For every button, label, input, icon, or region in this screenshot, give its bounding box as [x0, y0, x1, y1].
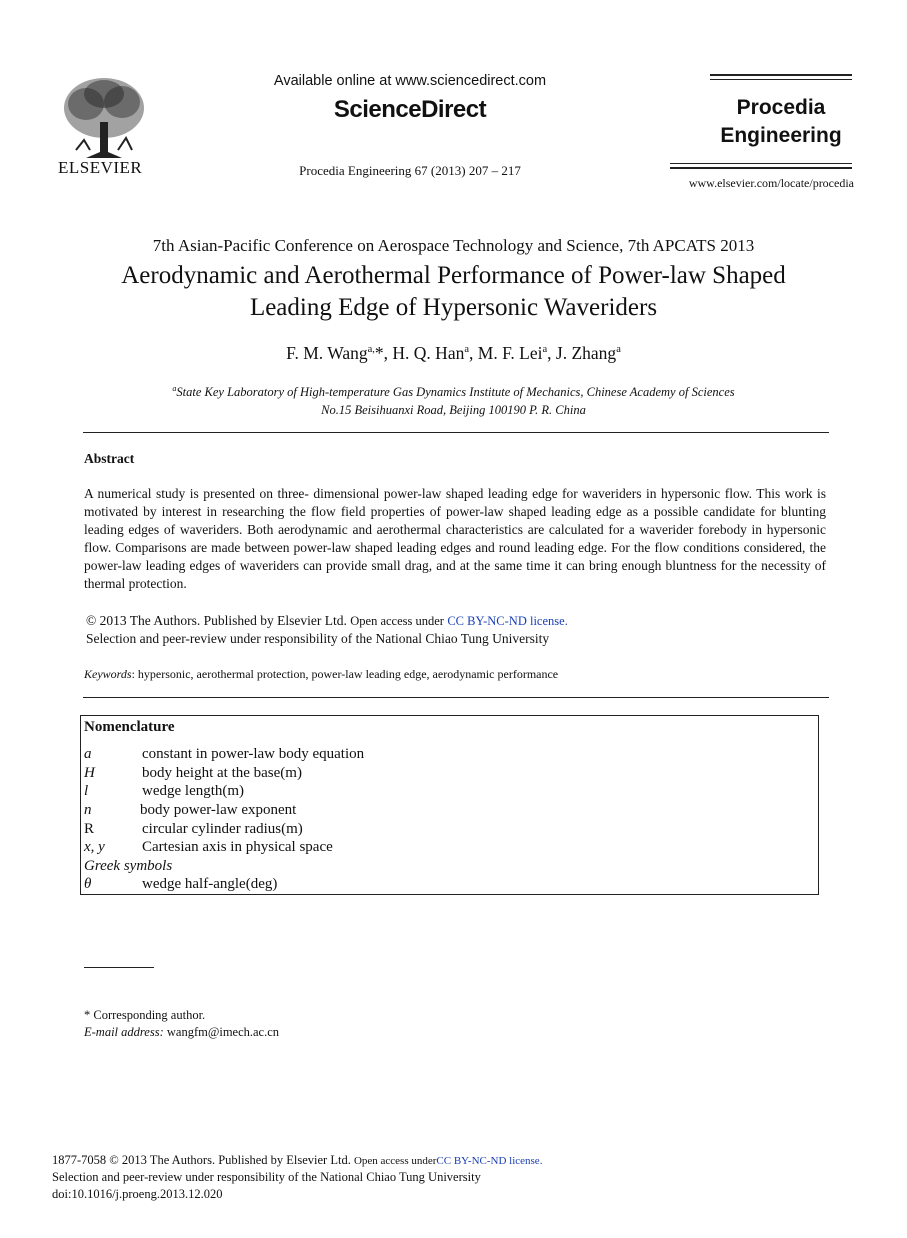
- sciencedirect-brand: ScienceDirect: [333, 96, 487, 123]
- available-online-text: Available online at www.sciencedirect.com: [273, 73, 547, 89]
- paper-title: [60, 260, 847, 324]
- nomenclature-symbol: a: [84, 746, 92, 762]
- nomenclature-definition: wedge length(m): [142, 783, 245, 799]
- author-separator: ,: [547, 343, 556, 363]
- author-affiliation-marker: a,: [367, 344, 375, 356]
- author-name: M. F. Lei: [477, 343, 543, 363]
- journal-rule-top: [710, 74, 852, 76]
- copyright-line: [86, 613, 568, 629]
- doi-link[interactable]: doi:10.1016/j.proeng.2013.12.020: [52, 1187, 223, 1201]
- divider-top: [83, 432, 829, 433]
- email-note: [84, 1025, 279, 1040]
- conference-name: 7th Asian-Pacific Conference on Aerospace Technology and Science, 7th APCATS 2013: [152, 236, 755, 255]
- divider-bottom: [83, 697, 829, 698]
- issn-copyright-line: [52, 1153, 542, 1168]
- author-affiliation-marker: a: [616, 344, 621, 356]
- keywords-text: : hypersonic, aerothermal protection, power-law leading edge, aerodynamic performance: [131, 667, 559, 681]
- author-affiliation-marker: a: [542, 344, 548, 356]
- journal-reference: Procedia Engineering 67 (2013) 207 – 217: [299, 163, 521, 178]
- footer-license-link[interactable]: CC BY-NC-ND license.: [436, 1155, 543, 1167]
- keywords-line: [84, 667, 558, 682]
- peer-review-statement: Selection and peer-review under responsibility of the National Chiao Tung University: [86, 631, 550, 646]
- author-name: F. M. Wang: [286, 343, 368, 363]
- abstract-heading: Abstract: [84, 451, 135, 466]
- journal-url-link[interactable]: www.elsevier.com/locate/procedia: [688, 176, 854, 190]
- keywords-label: Keywords: [84, 667, 132, 681]
- email-address[interactable]: wangfm@imech.ac.cn: [166, 1025, 280, 1039]
- nomenclature-symbol: l: [84, 783, 89, 799]
- nomenclature-definition: body power-law exponent: [140, 802, 297, 818]
- copyright-text: © 2013 The Authors. Published by Elsevier Ltd.: [86, 613, 347, 628]
- author-name: H. Q. Han: [392, 343, 465, 363]
- email-label: E-mail address:: [84, 1025, 164, 1039]
- nomenclature-definition: constant in power-law body equation: [142, 746, 365, 762]
- paper-title-line2: Leading Edge of Hypersonic Waveriders: [249, 294, 658, 321]
- nomenclature-symbol: x, y: [84, 839, 105, 855]
- license-link[interactable]: CC BY-NC-ND license.: [447, 614, 568, 628]
- affiliation-line2: No.15 Beisihuanxi Road, Beijing 100190 P. R. China: [321, 403, 586, 418]
- footnote-rule: [84, 967, 154, 968]
- elsevier-wordmark: ELSEVIER: [58, 158, 143, 177]
- nomenclature-definition: Cartesian axis in physical space: [142, 839, 333, 855]
- nomenclature-definition: body height at the base(m): [142, 765, 302, 781]
- affiliation-institute: State Key Laboratory of High-temperature Gas Dynamics Institute of Mechanics, Chinese Academy of Sciences: [176, 385, 735, 400]
- corresponding-marker: *: [374, 343, 384, 363]
- footer-open-access-text: Open access under: [353, 1155, 437, 1167]
- author-separator: ,: [383, 343, 393, 363]
- author-affiliation-marker: a: [464, 344, 470, 356]
- nomenclature-symbol: R: [84, 821, 95, 837]
- issn-copyright-text: 1877-7058 © 2013 The Authors. Published by Elsevier Ltd.: [52, 1153, 351, 1167]
- corresponding-author-note: * Corresponding author.: [84, 1008, 206, 1022]
- nomenclature-definition: circular cylinder radius(m): [142, 821, 303, 837]
- nomenclature-symbol: θ: [84, 876, 92, 892]
- nomenclature-heading: Nomenclature: [84, 719, 175, 735]
- footer-peer-review: Selection and peer-review under responsibility of the National Chiao Tung University: [52, 1170, 481, 1184]
- journal-rule-bottom: [670, 167, 852, 169]
- journal-rule-bottom-thin: [670, 163, 852, 164]
- nomenclature-symbol: H: [84, 765, 95, 781]
- greek-symbols-label: Greek symbols: [84, 858, 173, 874]
- abstract-body: A numerical study is presented on three- dimensional power-law shaped leading edge for waveriders in hypersonic flow. This work is motivated by interest in researching the flow field properties of power-law shaped leading edge as a possible candidate for blunting leading edges of waveriders. Both aerodynamic and aerothermal characteristics are calculated for a waverider forebody in hypersonic flow. Comparisons are made between power-law shaped leading edges and round leading edge. For the flow conditions considered, the power-law leading edges of waveriders can provide small drag, and at the same time it can bring enough bluntness for the necessity of thermal protection.: [84, 486, 826, 591]
- journal-title-line2: Engineering: [720, 124, 842, 147]
- paper-title-line1: Aerodynamic and Aerothermal Performance of Power-law Shaped: [121, 262, 786, 289]
- affiliation-line1: [0, 380, 907, 401]
- affiliation-marker: a: [172, 384, 177, 393]
- open-access-text: Open access under: [350, 614, 444, 628]
- affiliation: [0, 380, 907, 419]
- nomenclature-definition: wedge half-angle(deg): [142, 876, 278, 892]
- author-name: J. Zhang: [555, 343, 617, 363]
- journal-title-line1: Procedia: [736, 96, 826, 119]
- journal-rule-top-thin: [710, 79, 852, 80]
- nomenclature-symbol: n: [84, 802, 92, 818]
- author-list: [0, 343, 907, 364]
- author-separator: ,: [469, 343, 478, 363]
- journal-title: [700, 94, 862, 150]
